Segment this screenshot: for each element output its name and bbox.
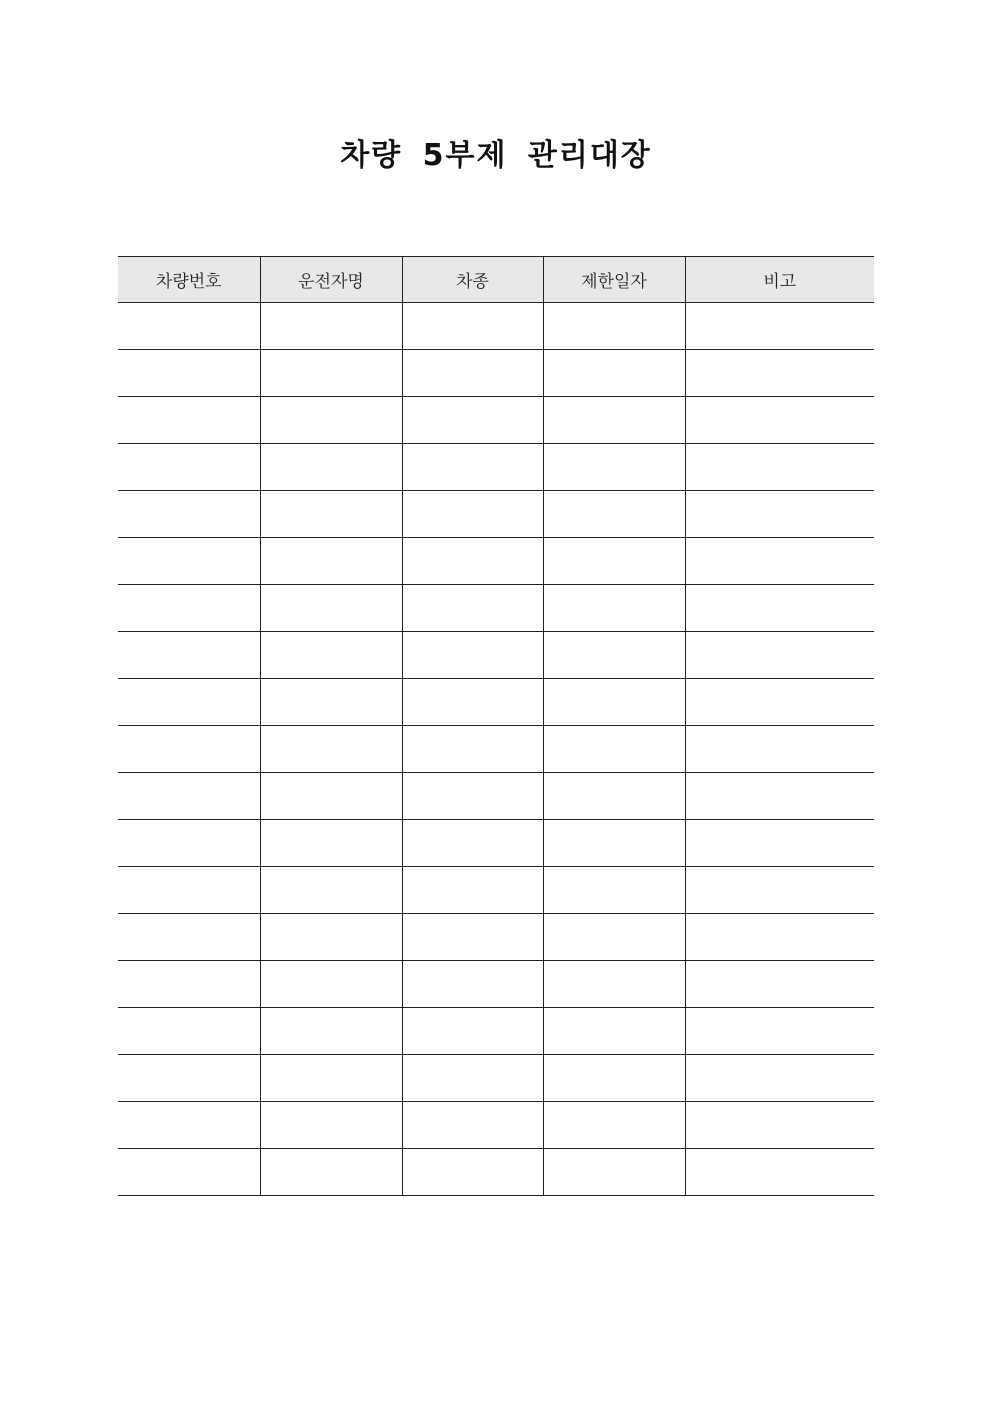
column-header-driver-name: 운전자명 [260,257,402,303]
restriction-date-cell[interactable] [543,820,685,867]
table-row [118,1102,874,1149]
table-row [118,538,874,585]
remarks-cell[interactable] [685,397,874,444]
restriction-date-cell[interactable] [543,585,685,632]
table-row [118,444,874,491]
table-row [118,726,874,773]
header-row [118,257,874,303]
restriction-date-cell[interactable] [543,867,685,914]
restriction-date-cell[interactable] [543,1149,685,1196]
vehicle-number-cell[interactable] [118,350,260,397]
vehicle-number-cell[interactable] [118,961,260,1008]
vehicle-type-cell[interactable] [402,914,543,961]
table-row [118,632,874,679]
driver-name-cell[interactable] [260,491,402,538]
vehicle-type-cell[interactable] [402,1055,543,1102]
driver-name-cell[interactable] [260,726,402,773]
vehicle-type-cell[interactable] [402,350,543,397]
table-row [118,397,874,444]
vehicle-type-cell[interactable] [402,1102,543,1149]
remarks-cell[interactable] [685,914,874,961]
vehicle-number-cell[interactable] [118,726,260,773]
vehicle-number-cell[interactable] [118,820,260,867]
vehicle-type-cell[interactable] [402,444,543,491]
vehicle-type-cell[interactable] [402,961,543,1008]
table-row [118,914,874,961]
table-row [118,867,874,914]
vehicle-type-cell[interactable] [402,820,543,867]
remarks-cell[interactable] [685,820,874,867]
column-header-vehicle-type: 차종 [402,257,543,303]
restriction-date-cell[interactable] [543,679,685,726]
driver-name-cell[interactable] [260,867,402,914]
remarks-cell[interactable] [685,679,874,726]
vehicle-number-cell[interactable] [118,538,260,585]
vehicle-type-cell[interactable] [402,1149,543,1196]
restriction-date-cell[interactable] [543,350,685,397]
vehicle-number-cell[interactable] [118,491,260,538]
driver-name-cell[interactable] [260,538,402,585]
page-title: 차량 5부제 관리대장 [340,138,652,173]
driver-name-cell[interactable] [260,820,402,867]
driver-name-cell[interactable] [260,961,402,1008]
vehicle-type-cell[interactable] [402,491,543,538]
remarks-cell[interactable] [685,538,874,585]
vehicle-number-cell[interactable] [118,1149,260,1196]
ledger-body [118,303,874,1196]
table-row [118,1149,874,1196]
remarks-cell[interactable] [685,491,874,538]
restriction-date-cell[interactable] [543,773,685,820]
table-row [118,773,874,820]
vehicle-number-cell[interactable] [118,1055,260,1102]
column-header-vehicle-number: 차량번호 [118,257,260,303]
vehicle-type-cell[interactable] [402,726,543,773]
restriction-date-cell[interactable] [543,961,685,1008]
driver-name-cell[interactable] [260,350,402,397]
table-row [118,679,874,726]
driver-name-cell[interactable] [260,914,402,961]
driver-name-cell[interactable] [260,1102,402,1149]
remarks-cell[interactable] [685,961,874,1008]
remarks-cell[interactable] [685,773,874,820]
remarks-cell[interactable] [685,1149,874,1196]
column-header-remarks: 비고 [685,257,874,303]
vehicle-type-cell[interactable] [402,679,543,726]
column-header-restriction-date: 제한일자 [543,257,685,303]
restriction-date-cell[interactable] [543,303,685,350]
driver-name-cell[interactable] [260,397,402,444]
vehicle-type-cell[interactable] [402,585,543,632]
vehicle-type-cell[interactable] [402,867,543,914]
restriction-date-cell[interactable] [543,632,685,679]
restriction-date-cell[interactable] [543,1008,685,1055]
remarks-cell[interactable] [685,1008,874,1055]
restriction-date-cell[interactable] [543,491,685,538]
driver-name-cell[interactable] [260,585,402,632]
remarks-cell[interactable] [685,1055,874,1102]
remarks-cell[interactable] [685,585,874,632]
table-row [118,1008,874,1055]
driver-name-cell[interactable] [260,1008,402,1055]
table-row [118,350,874,397]
table-row [118,585,874,632]
vehicle-number-cell[interactable] [118,773,260,820]
restriction-date-cell[interactable] [543,1055,685,1102]
remarks-cell[interactable] [685,867,874,914]
table-row [118,961,874,1008]
vehicle-ledger-table [118,256,874,1196]
restriction-date-cell[interactable] [543,1102,685,1149]
vehicle-type-cell[interactable] [402,632,543,679]
vehicle-number-cell[interactable] [118,585,260,632]
vehicle-number-cell[interactable] [118,397,260,444]
remarks-cell[interactable] [685,632,874,679]
table-row [118,820,874,867]
restriction-date-cell[interactable] [543,538,685,585]
driver-name-cell[interactable] [260,679,402,726]
vehicle-type-cell[interactable] [402,538,543,585]
driver-name-cell[interactable] [260,632,402,679]
restriction-date-cell[interactable] [543,397,685,444]
table-row [118,1055,874,1102]
remarks-cell[interactable] [685,303,874,350]
vehicle-number-cell[interactable] [118,867,260,914]
table-row [118,491,874,538]
remarks-cell[interactable] [685,1102,874,1149]
restriction-date-cell[interactable] [543,444,685,491]
vehicle-number-cell[interactable] [118,679,260,726]
restriction-date-cell[interactable] [543,914,685,961]
remarks-cell[interactable] [685,350,874,397]
vehicle-type-cell[interactable] [402,303,543,350]
driver-name-cell[interactable] [260,1055,402,1102]
vehicle-number-cell[interactable] [118,914,260,961]
driver-name-cell[interactable] [260,1149,402,1196]
vehicle-number-cell[interactable] [118,632,260,679]
vehicle-number-cell[interactable] [118,303,260,350]
vehicle-type-cell[interactable] [402,773,543,820]
vehicle-number-cell[interactable] [118,1008,260,1055]
restriction-date-cell[interactable] [543,726,685,773]
remarks-cell[interactable] [685,726,874,773]
vehicle-number-cell[interactable] [118,444,260,491]
remarks-cell[interactable] [685,444,874,491]
driver-name-cell[interactable] [260,303,402,350]
table-row [118,303,874,350]
vehicle-number-cell[interactable] [118,1102,260,1149]
driver-name-cell[interactable] [260,773,402,820]
vehicle-type-cell[interactable] [402,1008,543,1055]
vehicle-type-cell[interactable] [402,397,543,444]
driver-name-cell[interactable] [260,444,402,491]
